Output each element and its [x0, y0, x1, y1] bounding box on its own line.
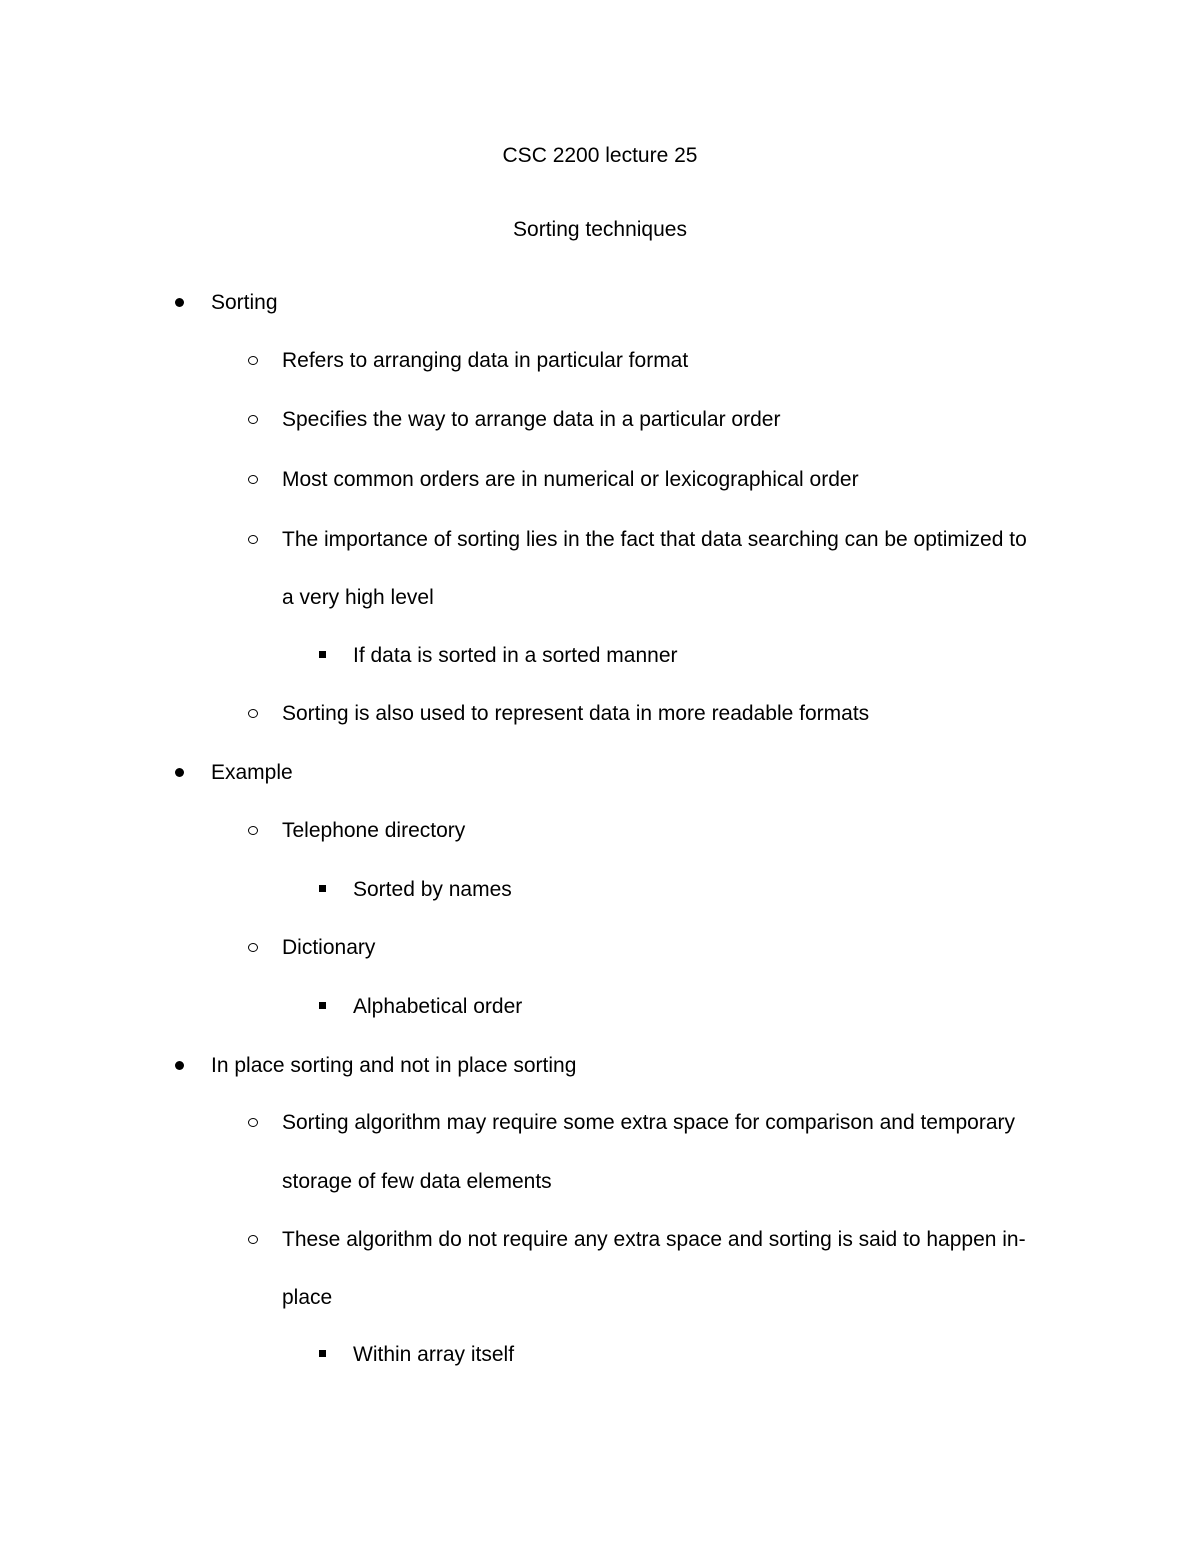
list-item-level2: Refers to arranging data in particular format — [282, 349, 689, 372]
document-subtitle: Sorting techniques — [513, 218, 687, 241]
bullet-circle-icon — [248, 535, 258, 544]
bullet-square-icon — [319, 885, 326, 892]
bullet-circle-icon — [248, 415, 258, 424]
bullet-square-icon — [319, 1350, 326, 1357]
list-item-level2: Telephone directory — [282, 819, 466, 842]
list-item-level2: Sorting is also used to represent data in more readable formats — [282, 702, 870, 725]
bullet-circle-icon — [248, 1235, 258, 1244]
list-item-level2: Specifies the way to arrange data in a particular order — [282, 408, 781, 431]
bullet-circle-icon — [248, 356, 258, 365]
bullet-circle-icon — [248, 709, 258, 718]
list-item-level3: Within array itself — [353, 1343, 515, 1366]
list-item-level1: Sorting — [211, 291, 278, 314]
bullet-circle-icon — [248, 1118, 258, 1127]
list-item-level2: Most common orders are in numerical or lexicographical order — [282, 468, 859, 491]
bullet-disc-icon — [175, 768, 184, 777]
list-item-continuation: place — [282, 1286, 333, 1309]
bullet-circle-icon — [248, 475, 258, 484]
bullet-disc-icon — [175, 1061, 184, 1070]
list-item-level2: Sorting algorithm may require some extra space for comparison and temporary — [282, 1111, 1015, 1134]
bullet-square-icon — [319, 651, 326, 658]
bullet-circle-icon — [248, 943, 258, 952]
bullet-disc-icon — [175, 298, 184, 307]
document-title: CSC 2200 lecture 25 — [502, 144, 698, 167]
list-item-level3: Sorted by names — [353, 878, 512, 901]
list-item-level1: Example — [211, 761, 293, 784]
list-item-continuation: a very high level — [282, 586, 434, 609]
list-item-continuation: storage of few data elements — [282, 1170, 552, 1193]
bullet-circle-icon — [248, 826, 258, 835]
list-item-level2: The importance of sorting lies in the fact that data searching can be optimized to — [282, 528, 1027, 551]
list-item-level3: If data is sorted in a sorted manner — [353, 644, 678, 667]
list-item-level1: In place sorting and not in place sorting — [211, 1054, 577, 1077]
list-item-level3: Alphabetical order — [353, 995, 523, 1018]
list-item-level2: These algorithm do not require any extra space and sorting is said to happen in- — [282, 1228, 1026, 1251]
bullet-square-icon — [319, 1002, 326, 1009]
list-item-level2: Dictionary — [282, 936, 376, 959]
